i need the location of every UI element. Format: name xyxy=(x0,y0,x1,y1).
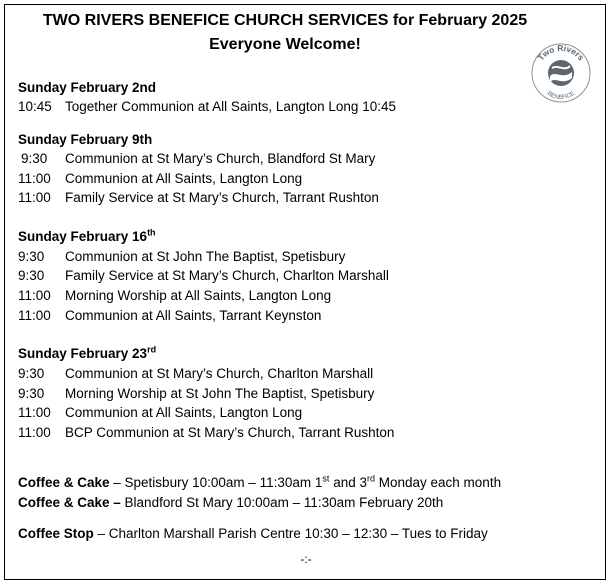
service-text: BCP Communion at St Mary’s Church, Tarrant Rushton xyxy=(65,425,395,440)
service-text: Morning Worship at St John The Baptist, Spetisbury xyxy=(65,386,375,401)
logo-text-top: Two Rivers xyxy=(535,42,587,63)
svg-text:Two Rivers xyxy=(536,43,587,63)
service-time: 9:30 xyxy=(18,249,45,264)
section-heading: Sunday February 2nd xyxy=(18,80,157,95)
service-row xyxy=(18,366,373,381)
page-title: TWO RIVERS BENEFICE CHURCH SERVICES for February 2025 xyxy=(42,12,528,29)
service-time: 11:00 xyxy=(18,405,51,420)
ordinal-suffix: st xyxy=(322,473,330,484)
service-text: Communion at St Mary’s Church, Blandford St Mary xyxy=(65,151,376,166)
service-text: Family Service at St Mary’s Church, Tarrant Rushton xyxy=(65,190,379,205)
coffee-note-text: and 3 xyxy=(329,475,367,490)
service-row xyxy=(18,99,396,114)
service-row xyxy=(18,288,331,303)
service-row xyxy=(18,171,302,186)
coffee-note-label: Coffee & Cake – xyxy=(18,495,121,510)
service-time: 11:00 xyxy=(18,171,51,186)
section-heading xyxy=(18,346,156,361)
section-heading-suffix: rd xyxy=(147,344,157,355)
service-text: Communion at St John The Baptist, Spetisbury xyxy=(65,249,346,264)
coffee-note-text: Blandford St Mary 10:00am – 11:30am February 20th xyxy=(120,495,444,510)
service-text: Communion at St Mary’s Church, Charlton Marshall xyxy=(65,366,374,381)
end-mark: -:- xyxy=(300,552,312,566)
page-subtitle: Everyone Welcome! xyxy=(209,36,361,53)
service-time: 11:00 xyxy=(18,425,51,440)
service-text: Communion at All Saints, Langton Long xyxy=(65,405,303,420)
coffee-note xyxy=(18,526,488,541)
service-row xyxy=(18,425,394,440)
service-time: 11:00 xyxy=(18,288,51,303)
coffee-note xyxy=(18,475,501,490)
service-time: 9:30 xyxy=(18,366,45,381)
section-heading-suffix: th xyxy=(147,227,156,238)
service-time: 10:45 xyxy=(18,99,52,114)
coffee-note-text: – Spetisbury 10:00am – 11:30am 1 xyxy=(109,475,323,490)
coffee-note-text: – Charlton Marshall Parish Centre 10:30 – 12:30 – Tues to Friday xyxy=(93,526,488,541)
service-row xyxy=(18,268,389,283)
service-row xyxy=(18,249,345,264)
service-row xyxy=(18,386,374,401)
service-text: Family Service at St Mary’s Church, Charlton Marshall xyxy=(65,268,389,283)
service-time: 9:30 xyxy=(18,268,45,283)
ordinal-suffix: rd xyxy=(366,473,375,484)
service-time: 9:30 xyxy=(18,386,45,401)
service-text: Morning Worship at All Saints, Langton Long xyxy=(65,288,332,303)
section-heading xyxy=(18,229,156,244)
logo-text-bottom: BENEFICE xyxy=(545,90,577,102)
service-row xyxy=(18,190,379,205)
coffee-note-label: Coffee Stop xyxy=(18,526,94,541)
service-time: 11:00 xyxy=(18,308,51,323)
service-time: 11:00 xyxy=(18,190,51,205)
benefice-logo xyxy=(530,42,592,104)
benefice-logo-icon xyxy=(530,42,592,104)
service-text: Communion at All Saints, Langton Long xyxy=(65,171,303,186)
service-row xyxy=(18,308,321,323)
service-row xyxy=(18,405,302,420)
service-text: Together Communion at All Saints, Langton Long 10:45 xyxy=(65,99,396,114)
section-heading-text: Sunday February 23 xyxy=(18,346,148,361)
service-row xyxy=(18,151,375,166)
service-text: Communion at All Saints, Tarrant Keynston xyxy=(65,308,322,323)
coffee-note xyxy=(18,495,443,510)
section-heading-text: Sunday February 16 xyxy=(18,229,148,244)
service-time: 9:30 xyxy=(21,151,48,166)
coffee-note-text: Monday each month xyxy=(375,475,502,490)
section-heading: Sunday February 9th xyxy=(18,132,153,147)
coffee-note-label: Coffee & Cake xyxy=(18,475,110,490)
